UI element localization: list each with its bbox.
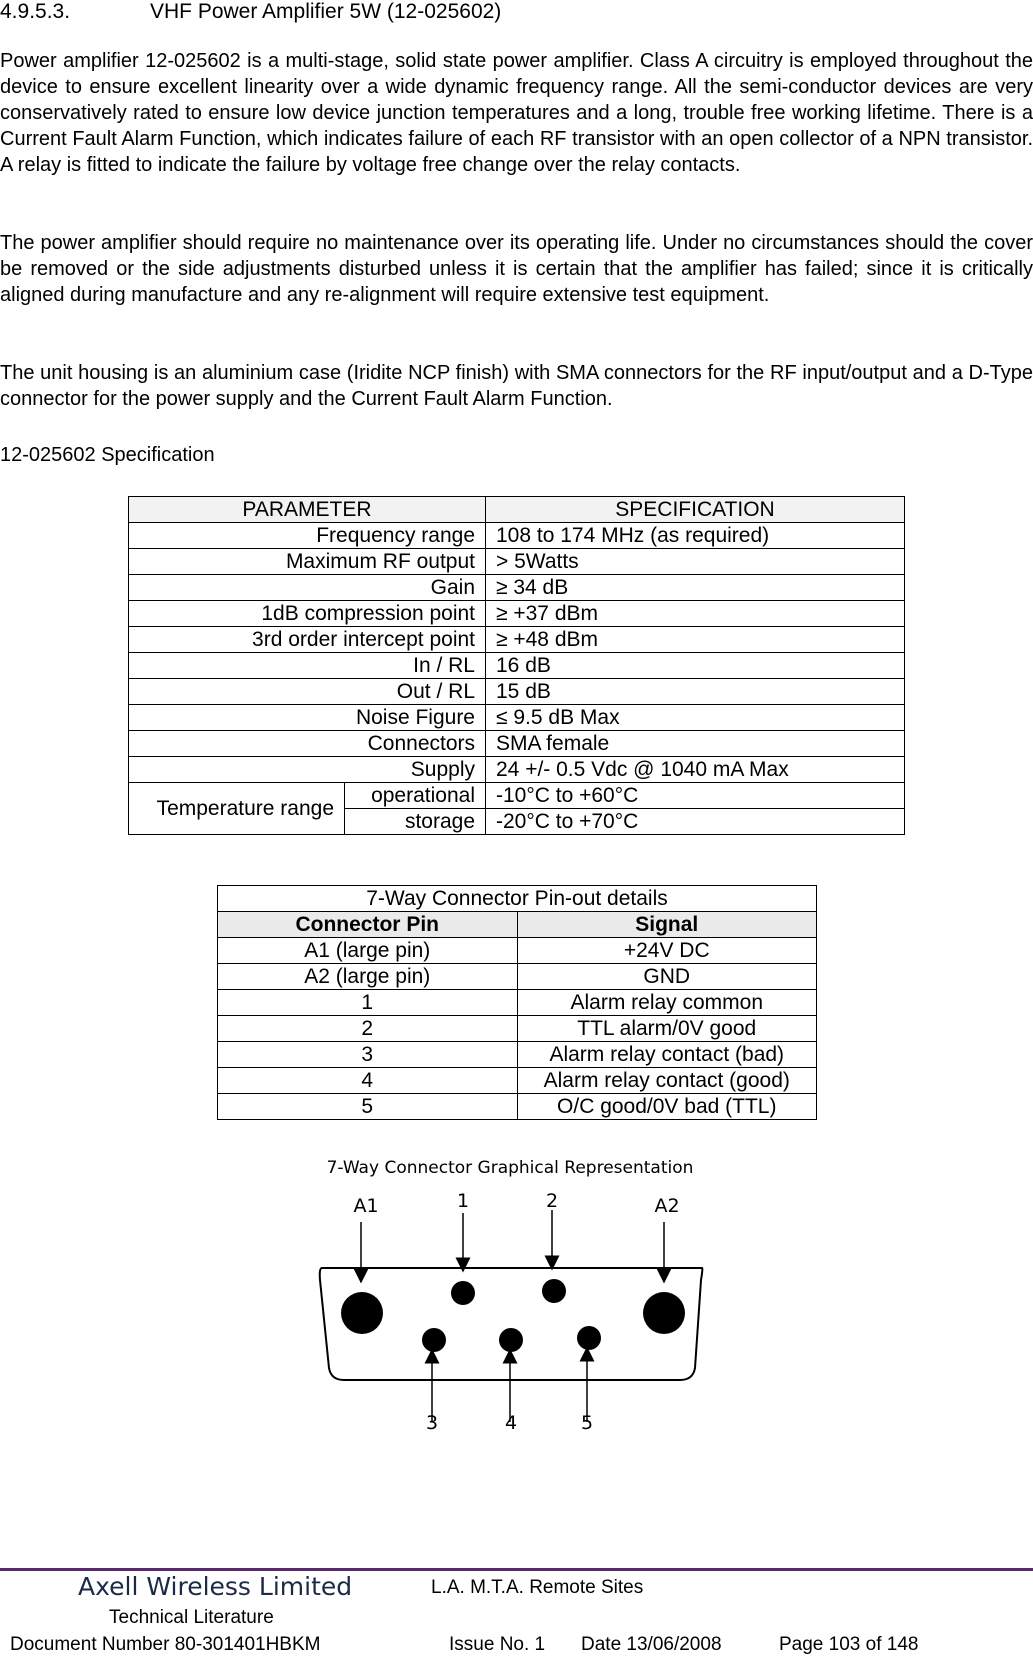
spec-row-temperature-operational — [129, 783, 905, 809]
spec-row — [129, 601, 905, 627]
company-logo-text: Axell Wireless Limited — [78, 1572, 353, 1601]
spec-value: 24 +/- 0.5 Vdc @ 1040 mA Max — [486, 757, 905, 783]
spec-title: 12-025602 Specification — [0, 444, 215, 466]
pinout-caption: 7-Way Connector Pin-out details — [218, 886, 817, 912]
label-3: 3 — [425, 1412, 439, 1434]
spec-value: 15 dB — [486, 679, 905, 705]
pin-cell: A1 (large pin) — [218, 938, 518, 964]
section-title: VHF Power Amplifier 5W (12-025602) — [150, 0, 502, 23]
spec-param: Frequency range — [129, 523, 486, 549]
signal-cell: +24V DC — [517, 938, 817, 964]
spec-row — [129, 523, 905, 549]
signal-cell: O/C good/0V bad (TTL) — [517, 1094, 817, 1120]
spec-param: Gain — [129, 575, 486, 601]
spec-value: ≥ 34 dB — [486, 575, 905, 601]
pinout-header-pin: Connector Pin — [218, 912, 518, 938]
diagram-title: 7-Way Connector Graphical Representation — [326, 1158, 694, 1178]
spec-header-specification: SPECIFICATION — [486, 497, 905, 523]
signal-cell: TTL alarm/0V good — [517, 1016, 817, 1042]
spec-row — [129, 549, 905, 575]
spec-header-parameter: PARAMETER — [129, 497, 486, 523]
paragraph-description: Power amplifier 12-025602 is a multi-stage, solid state power amplifier. Class A circuitry is employed throughout the device to ensure excellent linearity over a wide dynamic frequency range. All the semi-conductor devices are very conservatively rated to ensure low device junction temperatures and a long, trouble free working lifetime. There is a Current Fault Alarm Function, which indicates failure of each RF transistor with an open collector of a NPN transistor. A relay is fitted to indicate the failure by voltage free change over the relay contacts. — [0, 50, 1033, 176]
spec-param: 1dB compression point — [129, 601, 486, 627]
label-a2: A2 — [654, 1195, 680, 1217]
spec-param: Maximum RF output — [129, 549, 486, 575]
pinout-header-signal: Signal — [517, 912, 817, 938]
pin-3 — [422, 1328, 446, 1352]
signal-cell: GND — [517, 964, 817, 990]
spec-value: > 5Watts — [486, 549, 905, 575]
pin-2 — [542, 1279, 566, 1303]
spec-value: 108 to 174 MHz (as required) — [486, 523, 905, 549]
spec-row — [129, 575, 905, 601]
footer-document-number: Document Number 80-301401HBKM — [10, 1634, 321, 1655]
paragraph-maintenance: The power amplifier should require no maintenance over its operating life. Under no circumstances should the cover be removed or the side adjustments disturbed unless it is certain that the amplifier has failed; since it is critically aligned during manufacture and any re-alignment will require extensive test equipment. — [0, 232, 1033, 306]
table-row — [218, 1016, 817, 1042]
temperature-storage-label: storage — [345, 809, 486, 835]
specification-table — [128, 496, 905, 835]
spec-row — [129, 679, 905, 705]
spec-param: Noise Figure — [129, 705, 486, 731]
spec-param: Connectors — [129, 731, 486, 757]
pin-cell: 4 — [218, 1068, 518, 1094]
footer-issue: Issue No. 1 — [449, 1634, 546, 1655]
footer-date: Date 13/06/2008 — [581, 1634, 722, 1655]
pinout-table — [217, 885, 817, 1120]
paragraph-housing: The unit housing is an aluminium case (Iridite NCP finish) with SMA connectors for the RF input/output and a D-Type connector for the power supply and the Current Fault Alarm Function. — [0, 362, 1033, 410]
pin-a2 — [643, 1292, 685, 1334]
spec-value: ≥ +37 dBm — [486, 601, 905, 627]
spec-row — [129, 705, 905, 731]
pin-4 — [499, 1328, 523, 1352]
connector-diagram — [300, 1150, 730, 1450]
label-1: 1 — [456, 1190, 470, 1212]
footer-subtitle: Technical Literature — [109, 1607, 274, 1628]
label-a1: A1 — [353, 1195, 379, 1217]
footer-rule — [0, 1568, 1033, 1571]
table-row — [218, 1042, 817, 1068]
spec-param: 3rd order intercept point — [129, 627, 486, 653]
spec-row — [129, 627, 905, 653]
section-number: 4.9.5.3. — [0, 0, 71, 23]
spec-param: In / RL — [129, 653, 486, 679]
pin-cell: 1 — [218, 990, 518, 1016]
signal-cell: Alarm relay contact (good) — [517, 1068, 817, 1094]
pinout-caption-row — [218, 886, 817, 912]
pin-cell: 5 — [218, 1094, 518, 1120]
spec-value: ≥ +48 dBm — [486, 627, 905, 653]
temperature-label: Temperature range — [129, 783, 345, 835]
signal-cell: Alarm relay common — [517, 990, 817, 1016]
section-heading — [0, 0, 501, 24]
spec-value: SMA female — [486, 731, 905, 757]
spec-header-row — [129, 497, 905, 523]
spec-row — [129, 757, 905, 783]
pin-1 — [451, 1281, 475, 1305]
pinout-header-row — [218, 912, 817, 938]
table-row — [218, 938, 817, 964]
footer-page: Page 103 of 148 — [779, 1634, 919, 1655]
spec-value: ≤ 9.5 dB Max — [486, 705, 905, 731]
table-row — [218, 1094, 817, 1120]
temperature-operational-label: operational — [345, 783, 486, 809]
label-5: 5 — [580, 1412, 594, 1434]
spec-param: Out / RL — [129, 679, 486, 705]
pin-a1 — [341, 1292, 383, 1334]
spec-row — [129, 653, 905, 679]
temperature-storage-value: -20°C to +70°C — [486, 809, 905, 835]
signal-cell: Alarm relay contact (bad) — [517, 1042, 817, 1068]
pin-cell: 2 — [218, 1016, 518, 1042]
spec-param: Supply — [129, 757, 486, 783]
footer-project: L.A. M.T.A. Remote Sites — [431, 1577, 644, 1598]
pin-cell: 3 — [218, 1042, 518, 1068]
spec-row — [129, 731, 905, 757]
label-4: 4 — [504, 1412, 518, 1434]
label-2: 2 — [545, 1190, 559, 1212]
pin-cell: A2 (large pin) — [218, 964, 518, 990]
table-row — [218, 964, 817, 990]
temperature-operational-value: -10°C to +60°C — [486, 783, 905, 809]
pin-5 — [577, 1326, 601, 1350]
spec-value: 16 dB — [486, 653, 905, 679]
table-row — [218, 1068, 817, 1094]
table-row — [218, 990, 817, 1016]
